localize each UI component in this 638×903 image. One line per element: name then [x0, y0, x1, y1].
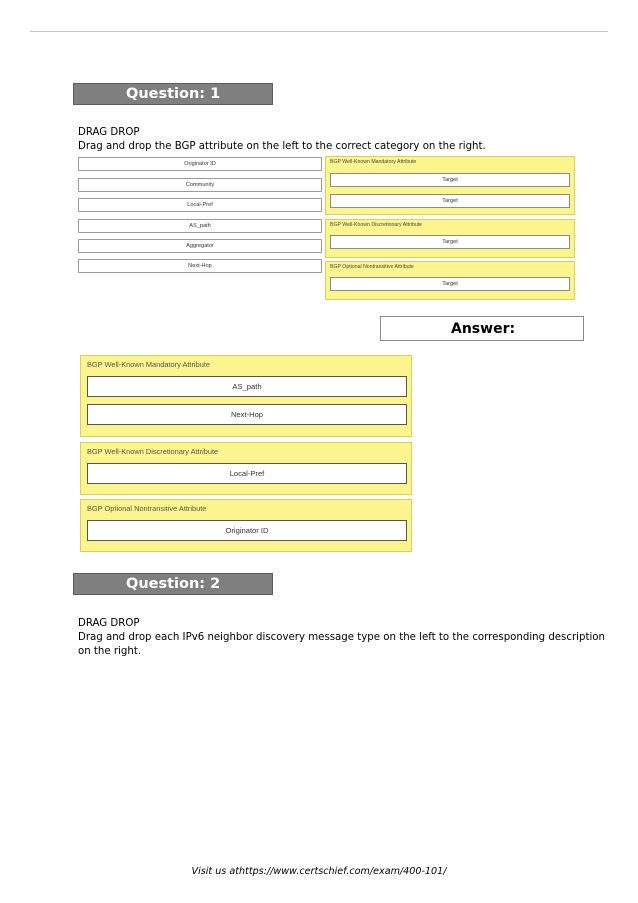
answer-banner — [380, 316, 584, 341]
drop-target[interactable] — [330, 173, 570, 187]
drop-target-label: Target — [442, 198, 458, 204]
answer-well-known-discretionary — [80, 442, 412, 495]
answer-title: Answer: — [451, 321, 516, 337]
drag-item-label: Community — [185, 182, 215, 188]
answer-item-local-pref — [87, 463, 407, 484]
answer-panel-title: BGP Optional Nontransitive Attribute — [87, 504, 207, 513]
answer-item-label: Next-Hop — [230, 410, 264, 419]
drag-item-next-hop[interactable] — [78, 259, 322, 273]
answer-item-as-path — [87, 376, 407, 397]
answer-panel-title: BGP Well-Known Mandatory Attribute — [87, 360, 210, 369]
drag-item-label: AS_path — [189, 223, 211, 229]
question-2-prompt-line-2: on the right. — [78, 646, 142, 657]
drop-target[interactable] — [330, 235, 570, 249]
question-2-prompt-line-1: Drag and drop each IPv6 neighbor discovery message type on the left to the corresponding description — [78, 632, 605, 643]
drop-target-label: Target — [442, 177, 458, 183]
answer-item-label: AS_path — [232, 382, 262, 391]
drop-target-label: Target — [442, 239, 458, 245]
drop-target[interactable] — [330, 277, 570, 291]
drag-item-label: Aggregator — [186, 243, 214, 249]
answer-panel-title: BGP Well-Known Discretionary Attribute — [87, 447, 219, 456]
category-well-known-mandatory — [325, 156, 575, 215]
question-1-banner — [73, 83, 273, 105]
drag-item-community[interactable] — [78, 178, 322, 192]
question-2-type: DRAG DROP — [78, 618, 140, 629]
drop-target[interactable] — [330, 194, 570, 208]
category-title: BGP Optional Nontransitive Attribute — [330, 264, 414, 270]
answer-item-originator-id — [87, 520, 407, 541]
answer-item-label: Originator ID — [225, 526, 269, 535]
question-1-type: DRAG DROP — [78, 127, 140, 138]
category-optional-nontransitive — [325, 261, 575, 300]
drag-item-originator-id[interactable] — [78, 157, 322, 171]
answer-item-next-hop — [87, 404, 407, 425]
question-1-title: Question: 1 — [126, 86, 221, 102]
question-2-banner — [73, 573, 273, 595]
answer-optional-nontransitive — [80, 499, 412, 552]
drag-item-label: Next-Hop — [188, 263, 212, 269]
drag-item-aggregator[interactable] — [78, 239, 322, 253]
drag-item-label: Local-Pref — [187, 202, 213, 208]
category-title: BGP Well-Known Mandatory Attribute — [330, 159, 417, 165]
category-title: BGP Well-Known Discretionary Attribute — [330, 222, 423, 228]
header-rule — [30, 31, 608, 32]
question-1-prompt: Drag and drop the BGP attribute on the left to the correct category on the right. — [78, 141, 486, 152]
question-2-title: Question: 2 — [126, 576, 221, 592]
answer-well-known-mandatory — [80, 355, 412, 437]
footer-link[interactable]: Visit us athttps://www.certschief.com/exam/400-101/ — [191, 866, 447, 877]
drop-target-label: Target — [442, 281, 458, 287]
answer-item-label: Local-Pref — [229, 469, 265, 478]
drag-item-as-path[interactable] — [78, 219, 322, 233]
drag-item-label: Originator ID — [184, 161, 216, 167]
drag-item-local-pref[interactable] — [78, 198, 322, 212]
category-well-known-discretionary — [325, 219, 575, 258]
question-1-drag-drop-image — [78, 155, 580, 305]
